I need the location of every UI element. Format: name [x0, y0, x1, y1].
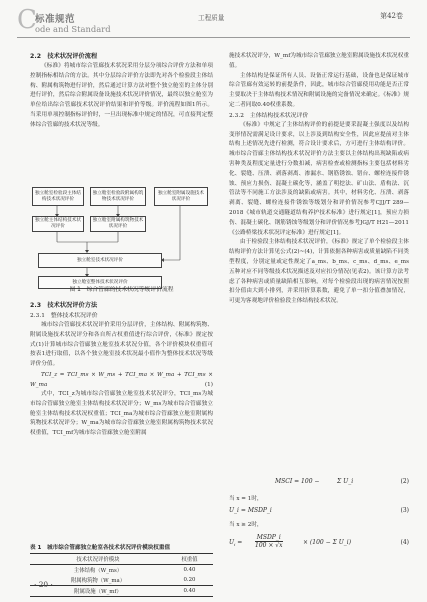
right-paragraph-segment-method: 由于检验段主体结构技术状况评价，《标准》规定了单个检验段主体结构评价方法计算见公式(2)~(4)，计算依据各种病害或质量缺陷不同类型程度，分别定量或定性规定了a_ms、b_ms、c_ms、d_ms、e_ms五种对应不同等级技术状况描述及对应扣分情况(见表2)。该计算方法考虑了各种病害或质量缺陷相互影响，对每个检验段出现的病害情况按照扣分值由大到小排列，并采用折算系数，避免了单一扣分值叠加情况，可更为客观地评价检验段主体结构技术状况。 — [229, 239, 409, 305]
table-cell: 0.20 — [183, 577, 196, 583]
condition-x-ge-2 — [229, 520, 409, 528]
table-cell: 主体结构（W_ms） — [73, 568, 123, 574]
equation-2-lhs: MSCI = 100 − — [275, 478, 320, 485]
condition-1-text: 当 x = 1时， — [229, 496, 263, 502]
weight-table — [30, 553, 213, 597]
flow-box-cabin-auxiliary-structure: 独立舱室附属构筑物技术状况评价 — [90, 216, 146, 232]
table-row — [30, 565, 213, 576]
equation-4-denominator: 100 × √x — [255, 542, 283, 549]
figure-1-caption: 图 1 综合管廊的技术状况等级评价流程 — [69, 287, 174, 293]
flow-box-segment-main-structure: 独立舱室检验段主体结构技术状况评价 — [32, 187, 84, 206]
equation-4-lhs: $U_i$ = — [229, 539, 243, 548]
journal-name: 工程质量 — [198, 14, 225, 22]
right-paragraph-main-structure: 《标准》中规定了主体结构评价的前提是要采混凝土强度以及结构变形情况需满足设计要求，以上涉及到结构安全性，因此应提前对主体结构上述情况先进行检测，符合设计要求后，方可进行主体结构评价。城市综合管廊主体结构技术状况评价方法主要以主体结构出现缺陷或病害种类及程度定量进行分数扣减，病害检查或检测指标主要包括材料劣化、裂缝、压溃、剥落剥离、渗漏水、钢筋锈蚀、错台、螺栓连接件锈蚀、预应力损伤、混凝土碳化等，涵盖了明挖法、矿山法、盾构法、沉管法等不同施工方法涉及的缺陷或病害。其中，材料劣化、压溃、剥落剥离、裂缝、螺栓连接件锈蚀等级划分和评价情况参考CJJ/T 289—2018《城市轨道交通隧道结构养护技术标准》进行规定[1]，预应力损伤、混凝土碳化、钢筋锈蚀等级划分和评价情况参考JGJ/T H21—2011《公路桥梁技术状况评定标准》进行规定[1]。 — [229, 121, 409, 236]
section-2-3-1-title: 2.3.1 整体技术状况评价 — [30, 313, 98, 319]
equation-4-number: (4) — [400, 539, 409, 546]
equation-4-numerator: MSDP_i — [256, 534, 281, 541]
condition-2-text: 当 x ≥ 2时， — [229, 522, 263, 528]
equation-1 — [30, 370, 213, 390]
table-header-cell: 权重值 — [166, 554, 213, 565]
equation-3-number: (3) — [400, 507, 409, 514]
table-row — [30, 586, 213, 597]
equation-4-tail: × (100 − Σ U_i) — [303, 539, 352, 546]
logo-chinese-title: 标准规范 — [35, 14, 76, 25]
table-cell: 0.40 — [166, 586, 213, 597]
condition-x-equals-1 — [229, 494, 409, 502]
header-divider — [17, 37, 410, 38]
right-column — [229, 52, 409, 307]
section-2-3-2-title: 2.3.2 主体结构技术状况评价 — [229, 112, 309, 119]
section-2-2-title: 2.2 技术状况评价流程 — [30, 53, 98, 60]
flow-box-overall-evaluation: 独立舱室整体技术状况评价 — [38, 276, 162, 289]
table-header-cell: 技术状况评价模块 — [30, 554, 166, 565]
table-cell: 附属设施（W_mf） — [30, 586, 166, 597]
page-number: · 20 · — [34, 580, 53, 589]
logo-letter: C — [17, 5, 37, 35]
right-continuation-paragraph: 施技术状况评分，W_mf为城市综合管廊独立舱室附属设施技术状况权重值。 — [229, 53, 409, 69]
left-column-bottom — [30, 301, 213, 439]
flow-box-cabin-main-structure: 独立舱主体结构技术状况评价 — [32, 216, 84, 232]
equation-1-explanation: 式中，TCI_z为城市综合管廊独立舱室技术状况评分，TCI_ms为城市综合管廊独立舱室主体结构技术状况评分；W_ms为城市综合管廊独立舱室主体结构技术状况权重值；TCI_ma为城市综合管廊独立舱室附属构筑物技术状况评分；W_ma为城市综合管廊独立舱室附属构筑物技术状况权重值，TCI_mf为城市综合管廊独立舱室附属 — [30, 390, 213, 437]
volume-number: 第42卷 — [380, 12, 403, 20]
equation-2-number: (2) — [400, 478, 409, 485]
equation-4 — [229, 534, 409, 558]
equation-4-fraction — [255, 534, 283, 549]
table-cell: 附属构筑物（W_ma） — [70, 578, 126, 584]
table-1-caption: 表 1 城市综合管廊独立舱室各技术状况评价模块权重值 — [30, 545, 171, 551]
flow-box-cabin-evaluation: 独立舱室技术状况评价 — [38, 253, 162, 268]
section-2-2-paragraph: 《标准》将城市综合管廊技术状况采用分层分项综合评价方法和单项控制指标相结合的方法。其中分层综合评价方法即先对各个检验段主体结构、附属构筑物进行评价，然后通过计算方法对整个独立舱室的主体分别进行评价，然后综合附属设备设施技术状况评价情况，最终以独立舱室为单位给出综合管廊技术状况评价结果和评价等级。评价流程如图1所示。当采用单项控制指标评价时，一旦出现标准中规定的情况，可直接判定整体综合管廊的技术状况等级。 — [30, 63, 213, 128]
equation-1-body: TCI_z = TCI_ms × W_ms + TCI_ma × W_ma + TCI_ms × W_ma — [30, 371, 213, 388]
journal-logo — [17, 7, 109, 37]
section-2-3-1-paragraph: 城市综合管廊技术状况评价采用分层评价，主体结构、附属构筑物、附属设施技术状况评分和各自所占权重值进行综合评价，《标准》规定按式(1)计算城市综合管廊独立舱室技术状况分值，各个评价模块权重值可按表1进行取值，以各个独立舱室技术状况最小值作为整体技术状况等级评价分值。 — [30, 322, 213, 368]
table-header-row — [30, 554, 213, 565]
left-column-top — [30, 52, 213, 131]
flow-box-segment-auxiliary-structure: 独立舱室检验段附属构筑物技术状况评价 — [90, 187, 146, 206]
equation-1-number: (1) — [204, 381, 213, 388]
equation-2-sum: Σ U_i — [337, 478, 354, 485]
flow-box-auxiliary-facilities: 独立舱室附属设施技术状况评价 — [154, 187, 208, 206]
logo-english-title: ode and Standard — [35, 24, 111, 34]
right-paragraph-weights: 主体结构是保证所有人员、设备正常运行基础，设备也是保证城市综合管廊有效运转的前提条件，因此，城市综合管廊使用功能是否正常主要取决于主体结构技术情况和附属设施的完备情况来确定。《标准》规定二者同取0.40权重系数。 — [229, 72, 409, 108]
section-2-3-title: 2.3 技术状况评价方法 — [30, 302, 98, 309]
equation-3-body: U_i = MSDP_i — [229, 507, 272, 514]
equation-2 — [229, 478, 409, 494]
table-cell: 0.40 — [183, 567, 196, 573]
table-row — [30, 575, 213, 586]
